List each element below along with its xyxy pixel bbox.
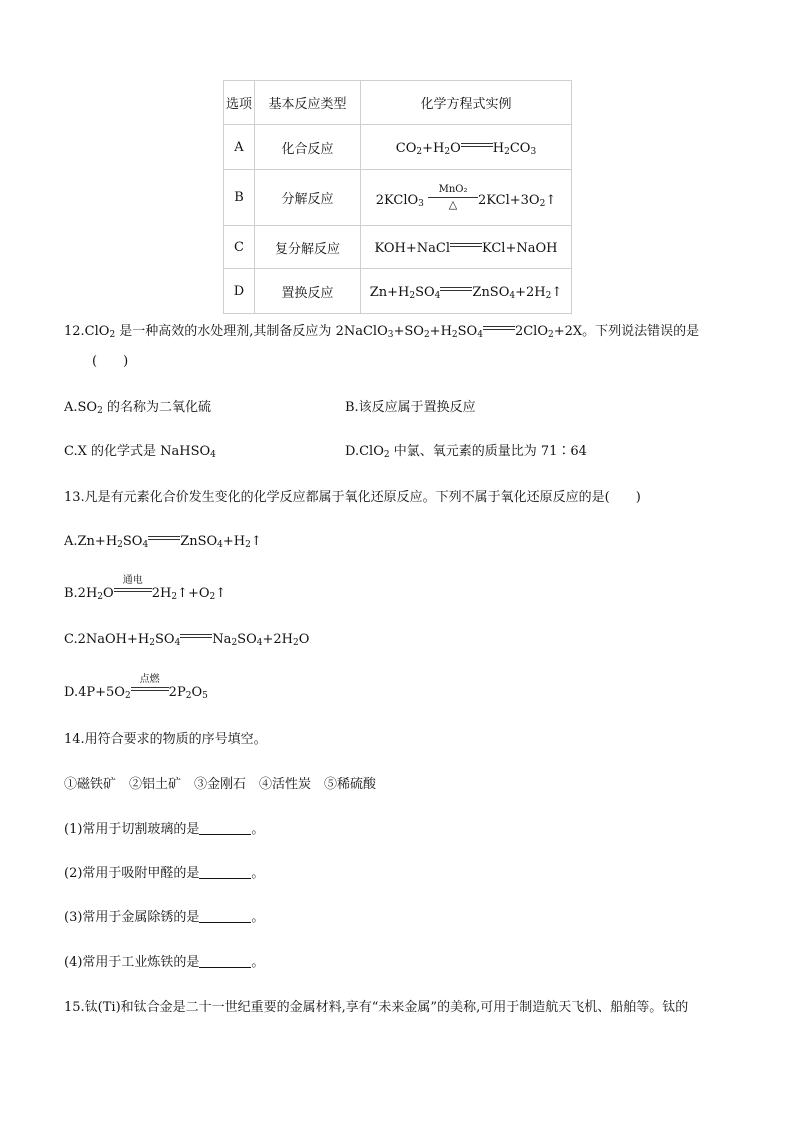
answer-blank[interactable]	[199, 822, 251, 835]
row-option: D	[224, 269, 255, 314]
row-option: A	[224, 125, 255, 170]
equals-sign	[180, 630, 212, 642]
header-option: 选项	[224, 81, 255, 125]
q13-stem: 13.凡是有元素化合价发生变化的化学反应都属于氧化还原反应。下列不属于氧化还原反应的是( )	[64, 490, 641, 505]
equals-sign	[440, 283, 472, 295]
q13-option-d: $D.4P+5O_2$ 点燃 $2P_2O_5$	[64, 674, 208, 701]
equals-sign	[461, 139, 493, 151]
row-option: B	[224, 170, 255, 226]
table-row	[224, 269, 572, 314]
reaction-condition: 点燃	[131, 683, 169, 695]
q14-item-2: (2)常用于吸附甲醛的是 。	[64, 866, 265, 881]
q13-option-c: $C.2NaOH+H_2SO_4$ $Na_2SO_4+2H_2O$	[64, 632, 310, 648]
equals-sign	[483, 322, 515, 334]
reaction-table	[223, 80, 572, 314]
equals-sign	[450, 239, 482, 251]
q12-answer-paren: ( )	[92, 354, 129, 369]
row-type: 分解反应	[255, 170, 361, 226]
q14-options: ①磁铁矿 ②铝土矿 ③金刚石 ④活性炭 ⑤稀硫酸	[64, 777, 377, 792]
answer-blank[interactable]	[199, 866, 251, 879]
row-equation: $CO_2+H_2O$ $H_2CO_3$	[361, 125, 572, 170]
table-header-row	[224, 81, 572, 125]
row-type: 复分解反应	[255, 226, 361, 269]
header-reaction-type: 基本反应类型	[255, 81, 361, 125]
q14-item-1: (1)常用于切割玻璃的是 。	[64, 822, 265, 837]
row-type: 置换反应	[255, 269, 361, 314]
q15-stem: 15.钛(Ti)和钛合金是二十一世纪重要的金属材料,享有“未来金属”的美称,可用于制造航天飞机、船舶等。钛的	[64, 1000, 689, 1015]
q13-option-b: $B.2H_2O$ 通电 $2H_2↑+O_2↑$	[64, 575, 227, 602]
q12-option-c: C.X 的化学式是 NaHSO$_4$	[64, 444, 216, 460]
q13-option-a: $A.Zn+H_2SO_4$ $ZnSO_4+H_2↑$	[64, 534, 262, 550]
reaction-condition: $\frac{\text{MnO₂}}{\triangle}$	[428, 184, 478, 212]
q12-option-d: D.ClO$_2$ 中氯、氧元素的质量比为 71∶64	[345, 444, 587, 460]
q14-stem: 14.用符合要求的物质的序号填空。	[64, 732, 267, 747]
table-row	[224, 125, 572, 170]
q12-option-a: $A.SO_2$ 的名称为二氧化硫	[64, 400, 211, 416]
equals-sign	[148, 532, 180, 544]
header-equation: 化学方程式实例	[361, 81, 572, 125]
row-equation: KOH+NaCl KCl+NaOH	[361, 226, 572, 269]
reaction-condition: 通电	[114, 584, 152, 596]
row-option: C	[224, 226, 255, 269]
row-equation: $Zn+H_2SO_4$ $ZnSO_4+2H_2↑$	[361, 269, 572, 314]
q12-stem: 12.ClO$_2$ 是一种高效的水处理剂,其制备反应为 $2NaClO_3+SO_2+H_2SO_4$ 2ClO$_2$+2X。下列说法错误的是	[64, 324, 700, 340]
answer-blank[interactable]	[199, 955, 251, 968]
q14-item-4: (4)常用于工业炼铁的是 。	[64, 955, 265, 970]
table-row	[224, 226, 572, 269]
row-equation: 2KClO$_3$ $\frac{\text{MnO₂}}{\triangle}$ $2KCl+3O_2↑$	[361, 170, 572, 226]
row-type: 化合反应	[255, 125, 361, 170]
answer-blank[interactable]	[199, 910, 251, 923]
q14-item-3: (3)常用于金属除锈的是 。	[64, 910, 265, 925]
table-row	[224, 170, 572, 226]
q12-option-b: B.该反应属于置换反应	[345, 400, 476, 415]
